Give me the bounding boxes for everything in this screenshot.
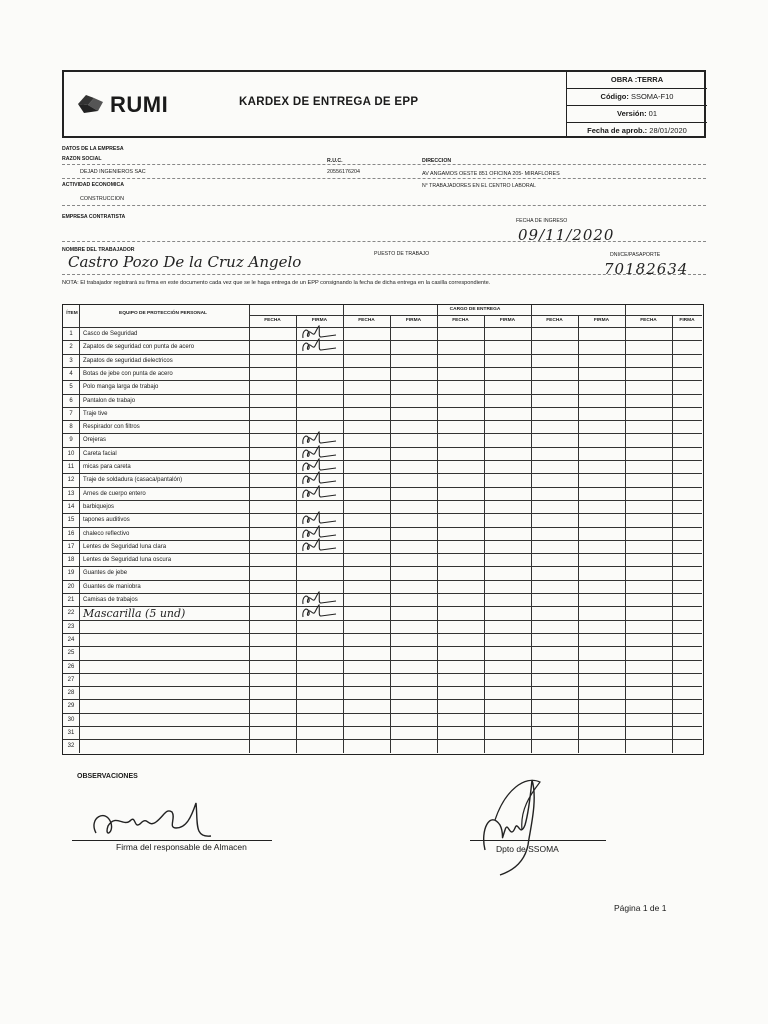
table-row xyxy=(63,527,702,541)
dni-label: DNI/CE/PASAPORTE xyxy=(610,252,661,258)
row-equipo: Casco de Seguridad xyxy=(83,331,138,337)
table-row xyxy=(63,513,702,527)
brand-name: RUMI xyxy=(110,92,169,117)
table-row xyxy=(63,553,702,567)
actividad-label: ACTIVIDAD ECONOMICA xyxy=(62,182,124,188)
nombre-value: Castro Pozo De la Cruz Angelo xyxy=(68,253,302,271)
row-equipo: Guantes de jebe xyxy=(83,570,128,577)
row-number: 6 xyxy=(69,397,73,404)
table-row xyxy=(63,354,702,368)
row-equipo: Zapatos de seguridad dielectricos xyxy=(83,357,173,364)
col-cargo-header: CARGO DE ENTREGA xyxy=(449,307,501,312)
table-row xyxy=(63,500,702,514)
section-empresa: DATOS DE LA EMPRESA xyxy=(62,146,124,152)
row-number: 11 xyxy=(67,464,75,470)
col-firma-1: FIRMA xyxy=(311,318,328,323)
row-number: 10 xyxy=(67,450,75,457)
document-header xyxy=(62,70,706,138)
table-row xyxy=(63,660,702,674)
ingreso-label: FECHA DE INGRESO xyxy=(516,218,568,224)
table-row xyxy=(63,646,702,660)
table-row xyxy=(63,340,702,354)
table-row xyxy=(63,606,702,620)
document-title: KARDEX DE ENTREGA DE EPP xyxy=(239,96,419,108)
razon-social-label: RAZON SOCIAL xyxy=(62,156,102,162)
table-row xyxy=(63,460,702,474)
row-number: 20 xyxy=(67,583,75,590)
row-number: 9 xyxy=(69,437,73,444)
divider xyxy=(62,164,706,165)
doc-meta xyxy=(566,72,707,136)
row-number: 16 xyxy=(67,530,75,537)
table-row xyxy=(63,367,702,381)
row-number: 2 xyxy=(69,344,73,351)
firma-ssoma-label: Dpto de SSOMA xyxy=(496,844,559,854)
observaciones-label: OBSERVACIONES xyxy=(77,773,138,780)
table-row xyxy=(63,433,702,447)
col-fecha-4: FECHA xyxy=(546,318,563,323)
divider xyxy=(62,274,706,275)
row-equipo: barbiquejos xyxy=(83,503,115,510)
table-row xyxy=(63,620,702,634)
rumi-logo-icon xyxy=(76,92,106,116)
nombre-label: NOMBRE DEL TRABAJADOR xyxy=(62,247,135,253)
contratista-label: EMPRESA CONTRATISTA xyxy=(62,214,126,220)
row-equipo: Pantalon de trabajo xyxy=(83,397,136,404)
table-row xyxy=(63,420,702,434)
row-number: 21 xyxy=(67,597,75,603)
table-row xyxy=(63,407,702,421)
divider xyxy=(62,205,706,206)
row-equipo: Guantes de maniobra xyxy=(83,583,141,590)
page-number: Página 1 de 1 xyxy=(614,903,667,913)
row-equipo: Careta facial xyxy=(83,450,117,457)
divider xyxy=(62,178,706,179)
row-number: 4 xyxy=(69,370,73,377)
direccion-label: DIRECCION xyxy=(422,158,452,164)
row-number: 14 xyxy=(67,503,75,510)
nota-text: NOTA: El trabajador registrará su firma en este documento cada vez que se le haga entrega de un EPP consignando la fecha de dicha entrega en la casilla correspondiente. xyxy=(62,280,491,286)
table-row xyxy=(63,447,702,461)
row-number: 12 xyxy=(67,477,75,484)
row-number: 13 xyxy=(67,490,75,497)
table-row xyxy=(63,593,702,607)
table-row xyxy=(63,713,702,727)
rumi-logo xyxy=(76,92,186,120)
table-row xyxy=(63,394,702,408)
firma-almacen-label: Firma del responsable de Almacen xyxy=(116,842,247,852)
row-equipo: Arnes de cuerpo entero xyxy=(83,490,146,497)
col-firma-3: FIRMA xyxy=(499,318,516,323)
row-equipo: chaleco reflectivo xyxy=(83,530,130,537)
delivery-signature-icon xyxy=(300,538,340,554)
row-equipo: Zapatos de seguridad con punta de acero xyxy=(83,344,195,351)
col-fecha-1: FECHA xyxy=(264,318,281,323)
table-row xyxy=(63,327,702,341)
row-equipo: Lentes de Seguridad luna clara xyxy=(83,543,167,550)
table-row xyxy=(63,540,702,554)
col-firma-4: FIRMA xyxy=(593,318,610,323)
table-row xyxy=(63,726,702,740)
delivery-signature-icon xyxy=(300,338,340,354)
table-row xyxy=(63,699,702,713)
row-equipo: Camisas de trabajos xyxy=(83,597,138,603)
row-number: 32 xyxy=(67,743,75,750)
row-number: 3 xyxy=(69,357,73,364)
razon-social-value: DEJAD INGENIEROS SAC xyxy=(80,169,146,175)
row-number: 1 xyxy=(69,331,73,337)
col-firma-5: FIRMA xyxy=(679,318,695,323)
row-equipo: Polo manga larga de trabajo xyxy=(83,384,159,391)
row-equipo: Traje de soldadura (casaca/pantalón) xyxy=(83,477,183,484)
version-row: Versión: 01 xyxy=(567,106,707,123)
row-equipo: Mascarilla (5 und) xyxy=(83,607,186,621)
row-number: 25 xyxy=(67,650,75,657)
col-fecha-3: FECHA xyxy=(452,318,469,323)
table-row xyxy=(63,566,702,580)
signature-ssoma-icon xyxy=(470,770,550,885)
codigo-row: Código: SSOMA-F10 xyxy=(567,89,707,106)
table-row xyxy=(63,473,702,487)
table-row xyxy=(63,673,702,687)
row-number: 31 xyxy=(67,730,75,736)
table-row xyxy=(63,686,702,700)
row-equipo: tapones auditivos xyxy=(83,517,130,524)
ruc-label: R.U.C. xyxy=(327,158,343,164)
direccion-value: AV ANGAMOS OESTE 851 OFICINA 205- MIRAFLORES xyxy=(422,171,560,177)
row-number: 19 xyxy=(67,570,75,577)
row-number: 24 xyxy=(67,636,75,643)
row-equipo: Respirador con filtros xyxy=(83,424,140,431)
ruc-value: 20556176204 xyxy=(327,169,360,175)
row-number: 8 xyxy=(69,424,73,431)
divider xyxy=(62,241,706,242)
delivery-signature-icon xyxy=(300,485,340,501)
table-row xyxy=(63,739,702,753)
row-number: 18 xyxy=(67,557,75,564)
row-number: 17 xyxy=(67,543,75,550)
row-number: 15 xyxy=(67,517,75,524)
row-number: 29 xyxy=(67,703,75,710)
row-equipo: Botas de jebe con punta de acero xyxy=(83,370,173,377)
delivery-signature-icon xyxy=(300,604,340,620)
col-fecha-5: FECHA xyxy=(640,318,657,323)
row-equipo: Traje tive xyxy=(83,410,108,417)
col-fecha-2: FECHA xyxy=(358,318,375,323)
obra-label: OBRA :TERRA xyxy=(567,72,707,89)
row-number: 28 xyxy=(67,690,75,697)
col-firma-2: FIRMA xyxy=(405,318,422,323)
row-number: 5 xyxy=(69,384,73,391)
row-number: 7 xyxy=(69,410,73,417)
actividad-value: CONSTRUCCION xyxy=(80,196,125,202)
signature-almacen-icon xyxy=(86,798,216,848)
table-row xyxy=(63,380,702,394)
row-number: 22 xyxy=(67,610,75,617)
row-equipo: Orejeras xyxy=(83,437,107,444)
row-number: 30 xyxy=(67,716,75,723)
col-item-header: ÍTEM xyxy=(66,311,78,316)
row-equipo: Lentes de Seguridad luna oscura xyxy=(83,557,172,564)
epp-table xyxy=(62,304,704,755)
table-row xyxy=(63,487,702,501)
table-row xyxy=(63,580,702,594)
row-number: 23 xyxy=(67,623,75,630)
table-row xyxy=(63,633,702,647)
ingreso-value: 09/11/2020 xyxy=(518,226,615,244)
trabajadores-label: N° TRABAJADORES EN EL CENTRO LABORAL xyxy=(422,183,536,189)
row-equipo: micas para careta xyxy=(83,464,131,470)
row-number: 26 xyxy=(67,663,75,670)
row-number: 27 xyxy=(67,676,75,683)
dni-value: 70182634 xyxy=(604,260,689,278)
puesto-label: PUESTO DE TRABAJO xyxy=(374,251,430,257)
fecha-aprob-row: Fecha de aprob.: 28/01/2020 xyxy=(587,126,687,135)
col-equipo-header: EQUIPO DE PROTECCIÓN PERSONAL xyxy=(119,311,207,316)
